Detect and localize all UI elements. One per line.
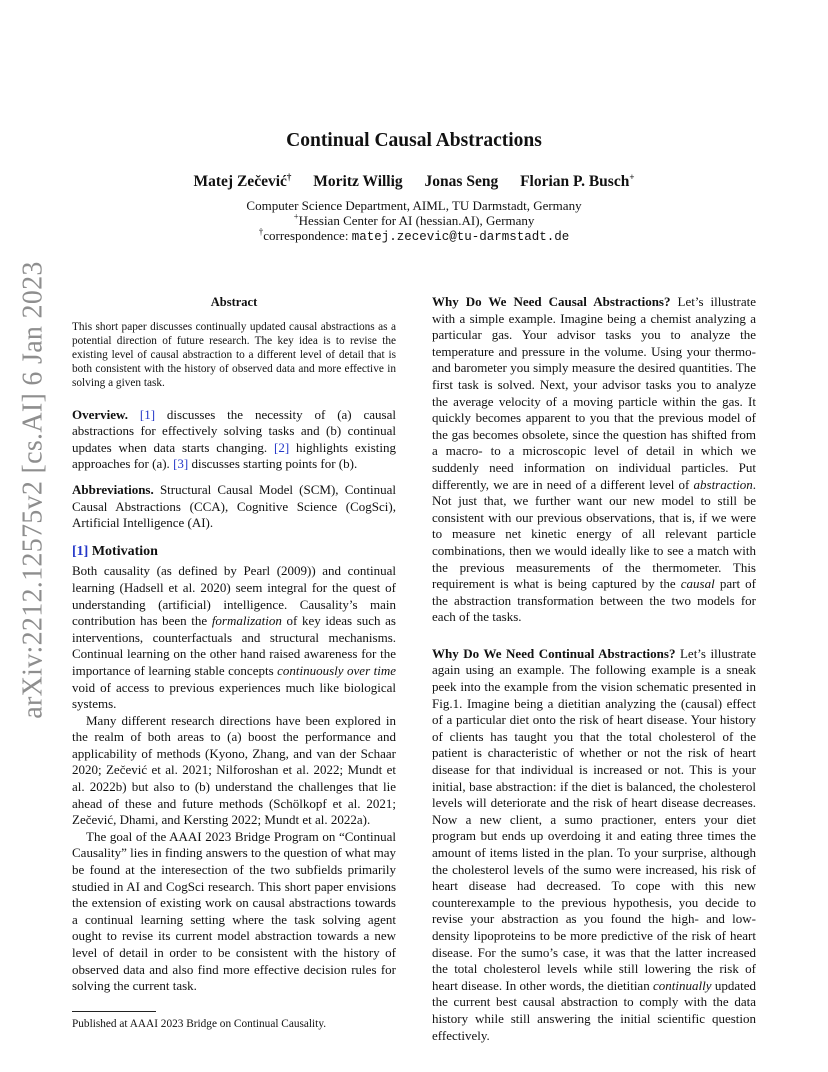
right-column [432,294,756,1044]
section-link-2[interactable]: [2] [274,439,290,455]
body-paragraph: Many different research directions have been explored in the realm of both areas to (a) boost the performance and applicability of methods (Kyono, Zhang, and van der Schaar 2020; Zečević et al. 2021; Nilforoshan et al. 2022; Mundt et al. 2022b) but also to (b) understand the challenges that lie ahead of these and future methods (Schölkopf et al. 2021; Zečević, Dhami, and Kersting 2022; Mundt et al. 2022a). [72,712,396,828]
author: Florian P. Busch+ [520,171,635,190]
email-link[interactable]: matej.zecevic@tu-darmstadt.de [351,230,570,244]
left-column [72,294,396,1031]
arxiv-id: arXiv:2212.12575v2 [cs.AI] 6 Jan 2023 [18,261,50,719]
body-paragraph: Why Do We Need Causal Abstractions? Let’s illustrate with a simple example. Imagine being a chemist analyzing a particular gas. Your advisor tasks you to analyze the temperature and pressure in the volume. Using your thermo- and barometer you simply measure the desired quantities. The first task is solved. Next, your advisor tasks you to analyze the average velocity of a moving particle within the gas. It quickly becomes apparent to you that the previous model of the gas becomes obsolete, since the question has shifted from a macro- to a microscopic level of detail in which we suddenly need information on individual particles. Put differently, we are in need of a different level of abstraction. Not just that, we further want our new model to still be consistent with our previous observations, that is, if we were to measure net kinetic energy of all relevant particle combinations, then we would ideally like to see a match with the previous measurements of the thermometer. This requirement is what is being captured by the causal part of the abstraction transformation between the two models for each of the tasks. [432,294,756,625]
correspondence: †correspondence: matej.zecevic@tu-darmstadt.de [258,226,570,244]
author-list [0,173,828,191]
author: Matej Zečević† [193,171,292,190]
abstract-text: This short paper discusses continually updated causal abstractions as a potential direction of future research. The key idea is to revise the existing level of causal abstraction to a different level of detail that is both consistent with the history of observed data and more effective in solving a given task. [72,320,396,390]
author: Jonas Seng [424,173,499,190]
author: Moritz Willig [313,173,403,190]
paper-title: Continual Causal Abstractions [286,130,542,151]
arxiv-watermark [4,205,64,775]
overview-paragraph: Overview. [1] discusses the necessity of (a) causal abstractions for effectively solving tasks and (b) continual updates when data starts changing. [2] highlights existing approaches for (a). [3] discusses starting points for (b). [72,406,396,472]
body-paragraph: Both causality (as defined by Pearl (2009)) and continual learning (Hadsell et al. 2020) seem integral for the quest of understanding (artificial) intelligence. Causality’s main contribution has been the formalization of key ideas such as interventions, counterfactuals and structural mechanisms. Continual learning on the other hand raised awareness for the importance of learning stable concepts continuously over time void of access to previous experiences much like biological systems. [72,563,397,712]
section-link-1[interactable]: [1] [139,406,156,422]
section-link-3[interactable]: [3] [173,456,189,472]
body-paragraph: Why Do We Need Continual Abstractions? Let’s illustrate again using an example. The following example is a sneak peek into the example from the vision schematic presented in Fig.1. Imagine being a dietitian analyzing the (causal) effect of a particular diet onto the risk of heart disease. Your history of clients has taught you that the total cholesterol of the patient is characteristic of whether or not the risk of heart disease for that individual is increased or not. This is your initial, base abstraction: if the diet is balanced, the cholesterol levels will deteriorate and the risk of heart disease decreases. Now a new client, a sumo practioner, enters your diet program but ends up overdoing it and eating three times the amount of items listed in the plan. To your surprise, although the cholesterol levels of the sumo were increased, his risk of heart disease had decreased. To cope with this new counterexample to the previous hypothesis, you decide to revise your abstraction as you found the high- and low-density lipoproteins to be more predictive of the risk of heart disease. For the sumo’s case, it was that the latter increased the total cholesterol levels while still lowering the risk of heart disease. In other words, the dietitian continually updated the current best causal abstraction to comply with the data history while still answering the initial scientific question effectively. [432,645,756,1043]
affiliation-2: +Hessian Center for AI (hessian.AI), Germany [293,211,535,228]
footnote-rule [72,1011,156,1012]
affiliation-1: Computer Science Department, AIML, TU Darmstadt, Germany [246,198,582,213]
section-heading-motivation: [1] Motivation [72,543,158,559]
abstract-heading: Abstract [210,295,258,309]
abbreviations-paragraph: Abbreviations. Structural Causal Model (SCM), Continual Causal Abstractions (CCA), Cognitive Science (CogSci), Artificial Intelligence (AI). [72,481,396,531]
footnote: Published at AAAI 2023 Bridge on Continual Causality. [72,1017,327,1030]
body-paragraph: The goal of the AAAI 2023 Bridge Program on “Continual Causality” lies in finding answers to the question of what may be found at the interesection of the two subfields primarily studied in AI and CogSci research. This short paper envisions the extension of existing work on causal abstractions towards a continual learning setting where the task solving agent ought to revise its current model abstraction towards a new level of detail in order to be consistent with the history of observed data and also find more effective decision rules for solving the current task. [72,828,396,994]
